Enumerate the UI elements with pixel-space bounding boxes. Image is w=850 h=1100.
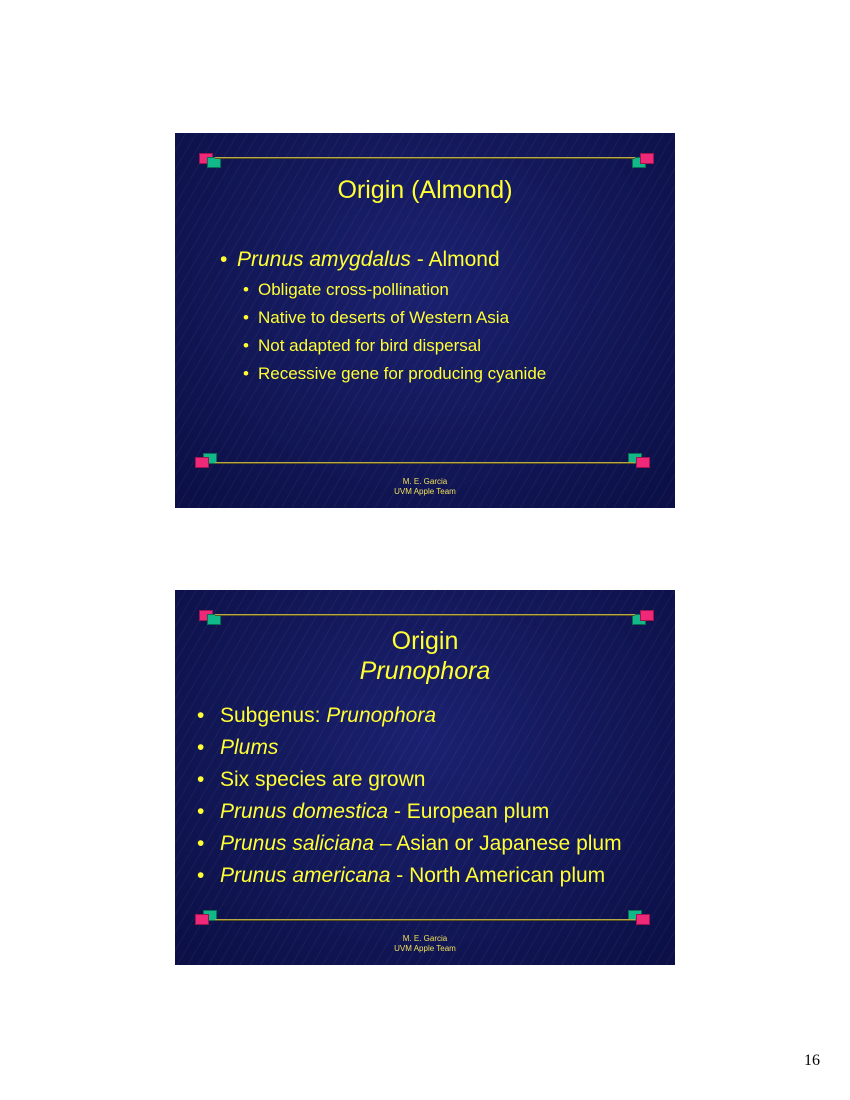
top-divider bbox=[215, 614, 635, 615]
top-divider bbox=[215, 157, 635, 158]
footer-team: UVM Apple Team bbox=[394, 944, 456, 953]
bottom-divider bbox=[215, 919, 635, 920]
species-name: Prunus americana bbox=[220, 864, 391, 887]
bullet-text: – Asian or Japanese plum bbox=[374, 832, 622, 855]
slide-footer bbox=[175, 934, 675, 954]
corner-ornament-icon bbox=[195, 910, 217, 924]
list-item bbox=[220, 246, 546, 388]
page-number: 16 bbox=[804, 1052, 820, 1069]
species-name: Prunus domestica bbox=[220, 800, 389, 823]
corner-ornament-icon bbox=[628, 910, 650, 924]
slide-title bbox=[175, 626, 675, 686]
bullet-text: - European plum bbox=[388, 800, 550, 823]
sub-bullet-list bbox=[237, 276, 546, 388]
footer-author: M. E. Garcia bbox=[402, 934, 448, 943]
bullet-text: - North American plum bbox=[390, 864, 606, 887]
slide-title: Origin (Almond) bbox=[337, 176, 513, 204]
list-item: • Obligate cross-pollination bbox=[243, 276, 546, 304]
slide-title-line1: Origin bbox=[391, 627, 459, 655]
bullet-text: - Almond bbox=[410, 248, 500, 271]
slide-origin-almond bbox=[175, 133, 675, 508]
species-name: Prunus amygdalus bbox=[237, 248, 411, 271]
list-item bbox=[197, 764, 622, 796]
corner-ornament-icon bbox=[632, 610, 654, 624]
bottom-divider bbox=[215, 462, 635, 463]
species-name: Prunus saliciana bbox=[220, 832, 375, 855]
corner-ornament-icon bbox=[195, 453, 217, 467]
list-item: • Native to deserts of Western Asia bbox=[243, 304, 546, 332]
corner-ornament-icon bbox=[628, 453, 650, 467]
corner-ornament-icon bbox=[199, 153, 221, 167]
footer-team: UVM Apple Team bbox=[394, 487, 456, 496]
bullet-text: Six species are grown bbox=[220, 768, 426, 791]
slide-footer bbox=[175, 477, 675, 497]
bullet-list bbox=[220, 246, 546, 388]
species-name: Plums bbox=[220, 736, 279, 759]
list-item bbox=[197, 700, 622, 732]
bullet-list bbox=[197, 700, 622, 892]
list-item bbox=[197, 732, 622, 764]
list-item bbox=[197, 860, 622, 892]
list-item: • Not adapted for bird dispersal bbox=[243, 332, 546, 360]
list-item bbox=[197, 828, 622, 860]
corner-ornament-icon bbox=[632, 153, 654, 167]
slide-origin-prunophora bbox=[175, 590, 675, 965]
bullet-text: Subgenus: bbox=[220, 704, 327, 727]
species-name: Prunophora bbox=[326, 704, 437, 727]
slide-title-line2: Prunophora bbox=[359, 657, 491, 685]
list-item: • Recessive gene for producing cyanide bbox=[243, 360, 546, 388]
list-item bbox=[197, 796, 622, 828]
footer-author: M. E. Garcia bbox=[402, 477, 448, 486]
corner-ornament-icon bbox=[199, 610, 221, 624]
